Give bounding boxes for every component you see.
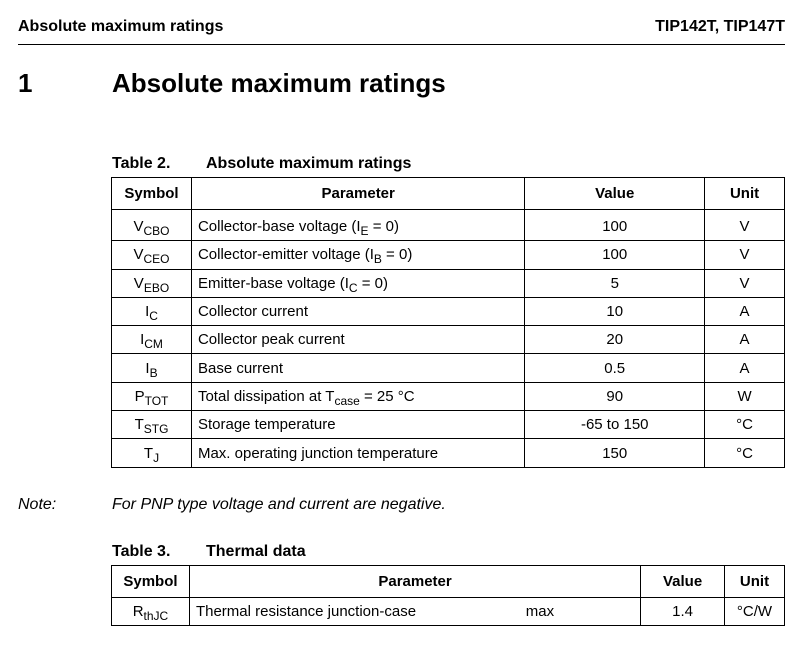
symbol-subscript: J — [153, 450, 160, 465]
column-header: Value — [525, 178, 705, 210]
symbol-letter: I — [145, 359, 150, 377]
parameter-cell — [191, 411, 524, 439]
symbol-letter: T — [134, 416, 144, 434]
value-cell: 20 — [525, 326, 705, 354]
symbol-subscript: CEO — [143, 252, 170, 267]
parameter-cell — [191, 354, 524, 382]
parameter-text: Emitter-base voltage (I — [197, 274, 349, 292]
symbol-cell — [112, 411, 192, 439]
table-row — [112, 411, 785, 439]
parameter-cell — [189, 598, 640, 626]
symbol-subscript: CM — [144, 337, 163, 352]
table3-title: Thermal data — [206, 543, 306, 560]
value-cell: 100 — [525, 210, 705, 241]
absolute-max-ratings-table — [111, 177, 785, 468]
unit-cell: V — [705, 210, 785, 241]
parameter-cell — [191, 326, 524, 354]
value-cell: -65 to 150 — [525, 411, 705, 439]
note-text: For PNP type voltage and current are negative. — [112, 496, 446, 513]
value-cell: 150 — [525, 439, 705, 467]
symbol-cell — [112, 269, 192, 297]
symbol-subscript: CBO — [143, 224, 170, 239]
parameter-text: Storage temperature — [197, 416, 336, 434]
symbol-subscript: B — [149, 365, 158, 380]
table2-number: Table 2. — [112, 155, 171, 172]
symbol-letter: T — [143, 444, 154, 462]
parameter-cell — [191, 439, 524, 467]
parameter-text: Collector-base voltage (I — [197, 218, 361, 236]
table-header-row — [112, 178, 785, 210]
table-row — [112, 598, 785, 626]
symbol-subscript: STG — [143, 422, 169, 437]
table-row — [112, 210, 785, 241]
symbol-subscript: C — [149, 309, 158, 324]
running-header-part-numbers: TIP142T, TIP147T — [655, 18, 785, 35]
symbol-cell — [112, 297, 192, 325]
parameter-cell — [191, 241, 524, 269]
value-cell: 10 — [525, 297, 705, 325]
parameter-cell — [191, 210, 524, 241]
value-cell: 0.5 — [525, 354, 705, 382]
symbol-letter: P — [134, 387, 145, 405]
parameter-subscript: B — [373, 252, 382, 267]
table-row — [112, 297, 785, 325]
symbol-letter: V — [133, 218, 144, 236]
symbol-cell — [112, 326, 192, 354]
unit-cell: °C — [705, 411, 785, 439]
value-cell: 5 — [525, 269, 705, 297]
symbol-letter: V — [133, 246, 144, 264]
unit-cell: V — [705, 269, 785, 297]
value-cell: 1.4 — [641, 598, 725, 626]
symbol-letter: I — [145, 303, 150, 321]
column-header: Parameter — [189, 566, 640, 598]
table-row — [112, 241, 785, 269]
column-header: Unit — [725, 566, 785, 598]
column-header: Symbol — [112, 178, 192, 210]
running-header-title: Absolute maximum ratings — [18, 18, 224, 35]
parameter-text: Thermal resistance junction-case — [195, 603, 417, 620]
parameter-subscript: case — [334, 393, 360, 408]
parameter-text: Max. operating junction temperature — [197, 444, 439, 462]
column-header: Value — [641, 566, 725, 598]
section-title: Absolute maximum ratings — [112, 68, 446, 98]
symbol-cell — [112, 354, 192, 382]
symbol-letter: I — [140, 331, 145, 349]
table-row — [112, 326, 785, 354]
parameter-text-suffix: = 0) — [368, 218, 399, 236]
parameter-text: Total dissipation at T — [197, 387, 335, 405]
column-header: Unit — [705, 178, 785, 210]
parameter-subscript: E — [360, 224, 369, 239]
unit-cell: A — [705, 354, 785, 382]
symbol-subscript: TOT — [144, 393, 169, 408]
parameter-text: Collector current — [197, 303, 309, 321]
table-row — [112, 439, 785, 467]
parameter-cell — [191, 297, 524, 325]
symbol-cell — [112, 210, 192, 241]
symbol-letter: V — [133, 274, 144, 292]
table-row — [112, 269, 785, 297]
table3-number: Table 3. — [112, 543, 171, 560]
parameter-text: Collector-emitter voltage (I — [197, 246, 374, 264]
table-row — [112, 382, 785, 410]
value-cell: 90 — [525, 382, 705, 410]
note-label: Note: — [18, 496, 57, 513]
value-cell: 100 — [525, 241, 705, 269]
parameter-text-suffix: = 25 °C — [359, 387, 415, 405]
column-header: Symbol — [112, 566, 190, 598]
unit-cell: W — [705, 382, 785, 410]
parameter-wrapper — [196, 603, 634, 620]
unit-cell: °C — [705, 439, 785, 467]
symbol-cell — [112, 382, 192, 410]
parameter-text-suffix: = 0) — [381, 246, 413, 264]
table-header-row — [112, 566, 785, 598]
thermal-data-table — [111, 565, 785, 626]
section-number: 1 — [18, 68, 33, 98]
parameter-text: Collector peak current — [197, 331, 345, 349]
parameter-cell — [191, 382, 524, 410]
unit-cell: A — [705, 326, 785, 354]
column-header: Parameter — [191, 178, 524, 210]
unit-cell: V — [705, 241, 785, 269]
unit-cell: °C/W — [725, 598, 785, 626]
parameter-subscript: C — [348, 280, 358, 295]
unit-cell: A — [705, 297, 785, 325]
symbol-subscript: thJC — [143, 609, 169, 623]
table2-title: Absolute maximum ratings — [206, 155, 412, 172]
parameter-text: Base current — [197, 359, 284, 377]
symbol-cell — [112, 439, 192, 467]
header-divider — [18, 44, 785, 45]
symbol-letter: R — [132, 603, 144, 620]
symbol-cell — [112, 241, 192, 269]
parameter-text-suffix: = 0) — [357, 274, 388, 292]
parameter-cell — [191, 269, 524, 297]
parameter-qualifier: max — [525, 603, 555, 620]
symbol-cell — [112, 598, 190, 626]
table-row — [112, 354, 785, 382]
symbol-subscript: EBO — [143, 280, 170, 295]
